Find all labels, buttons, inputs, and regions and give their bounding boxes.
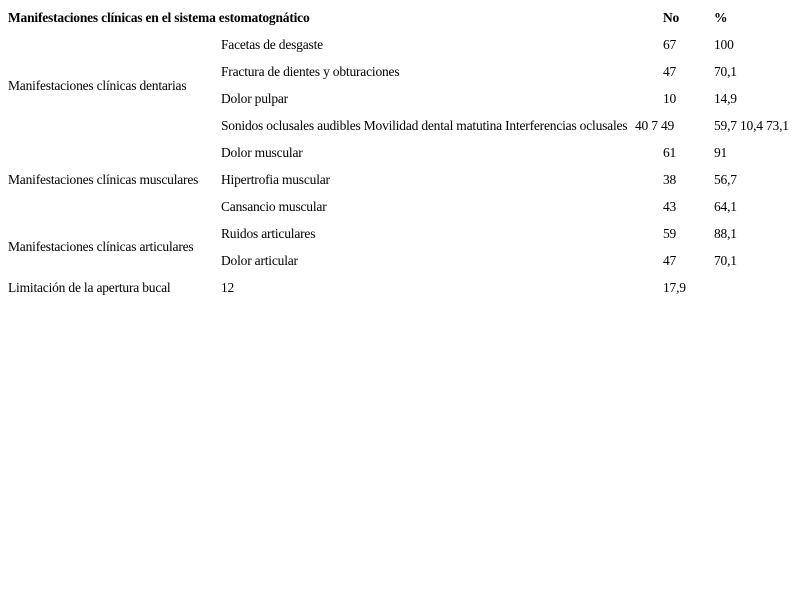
group-limitacion: Limitación de la apertura bucal [8, 280, 171, 295]
header-title: Manifestaciones clínicas en el sistema estomatognático [8, 10, 310, 25]
row-no: 47 [663, 253, 677, 268]
row-no: 43 [663, 199, 677, 214]
row-item: Hipertrofia muscular [221, 172, 330, 187]
group-musculares: Manifestaciones clínicas musculares [8, 172, 199, 187]
group-dentarias: Manifestaciones clínicas dentarias [8, 78, 187, 93]
row-item: Dolor muscular [221, 145, 303, 160]
row-no: 59 [663, 226, 677, 241]
row-pct: 91 [714, 145, 728, 160]
row-no: 47 [663, 64, 677, 79]
row-no: 40 7 49 [635, 118, 675, 133]
header-no: No [663, 10, 680, 25]
row-no: 38 [663, 172, 677, 187]
row-item: Dolor articular [221, 253, 298, 268]
row-pct: 14,9 [714, 91, 737, 106]
row-no: 12 [221, 280, 235, 295]
row-no: 10 [663, 91, 677, 106]
row-item: Cansancio muscular [221, 199, 327, 214]
row-pct: 56,7 [714, 172, 737, 187]
row-item: Fractura de dientes y obturaciones [221, 64, 400, 79]
row-pct: 70,1 [714, 253, 737, 268]
row-pct: 70,1 [714, 64, 737, 79]
row-pct: 64,1 [714, 199, 737, 214]
row-pct: 100 [714, 37, 734, 52]
row-pct: 17,9 [663, 280, 686, 295]
row-pct: 59,7 10,4 73,1 [714, 118, 789, 133]
row-item: Ruidos articulares [221, 226, 316, 241]
row-item: Dolor pulpar [221, 91, 288, 106]
row-item: Facetas de desgaste [221, 37, 323, 52]
row-item: Sonidos oclusales audibles Movilidad dental matutina Interferencias oclusales [221, 118, 628, 133]
row-pct: 88,1 [714, 226, 737, 241]
group-articulares: Manifestaciones clínicas articulares [8, 239, 194, 254]
header-pct: % [714, 10, 728, 25]
row-no: 67 [663, 37, 677, 52]
row-no: 61 [663, 145, 677, 160]
